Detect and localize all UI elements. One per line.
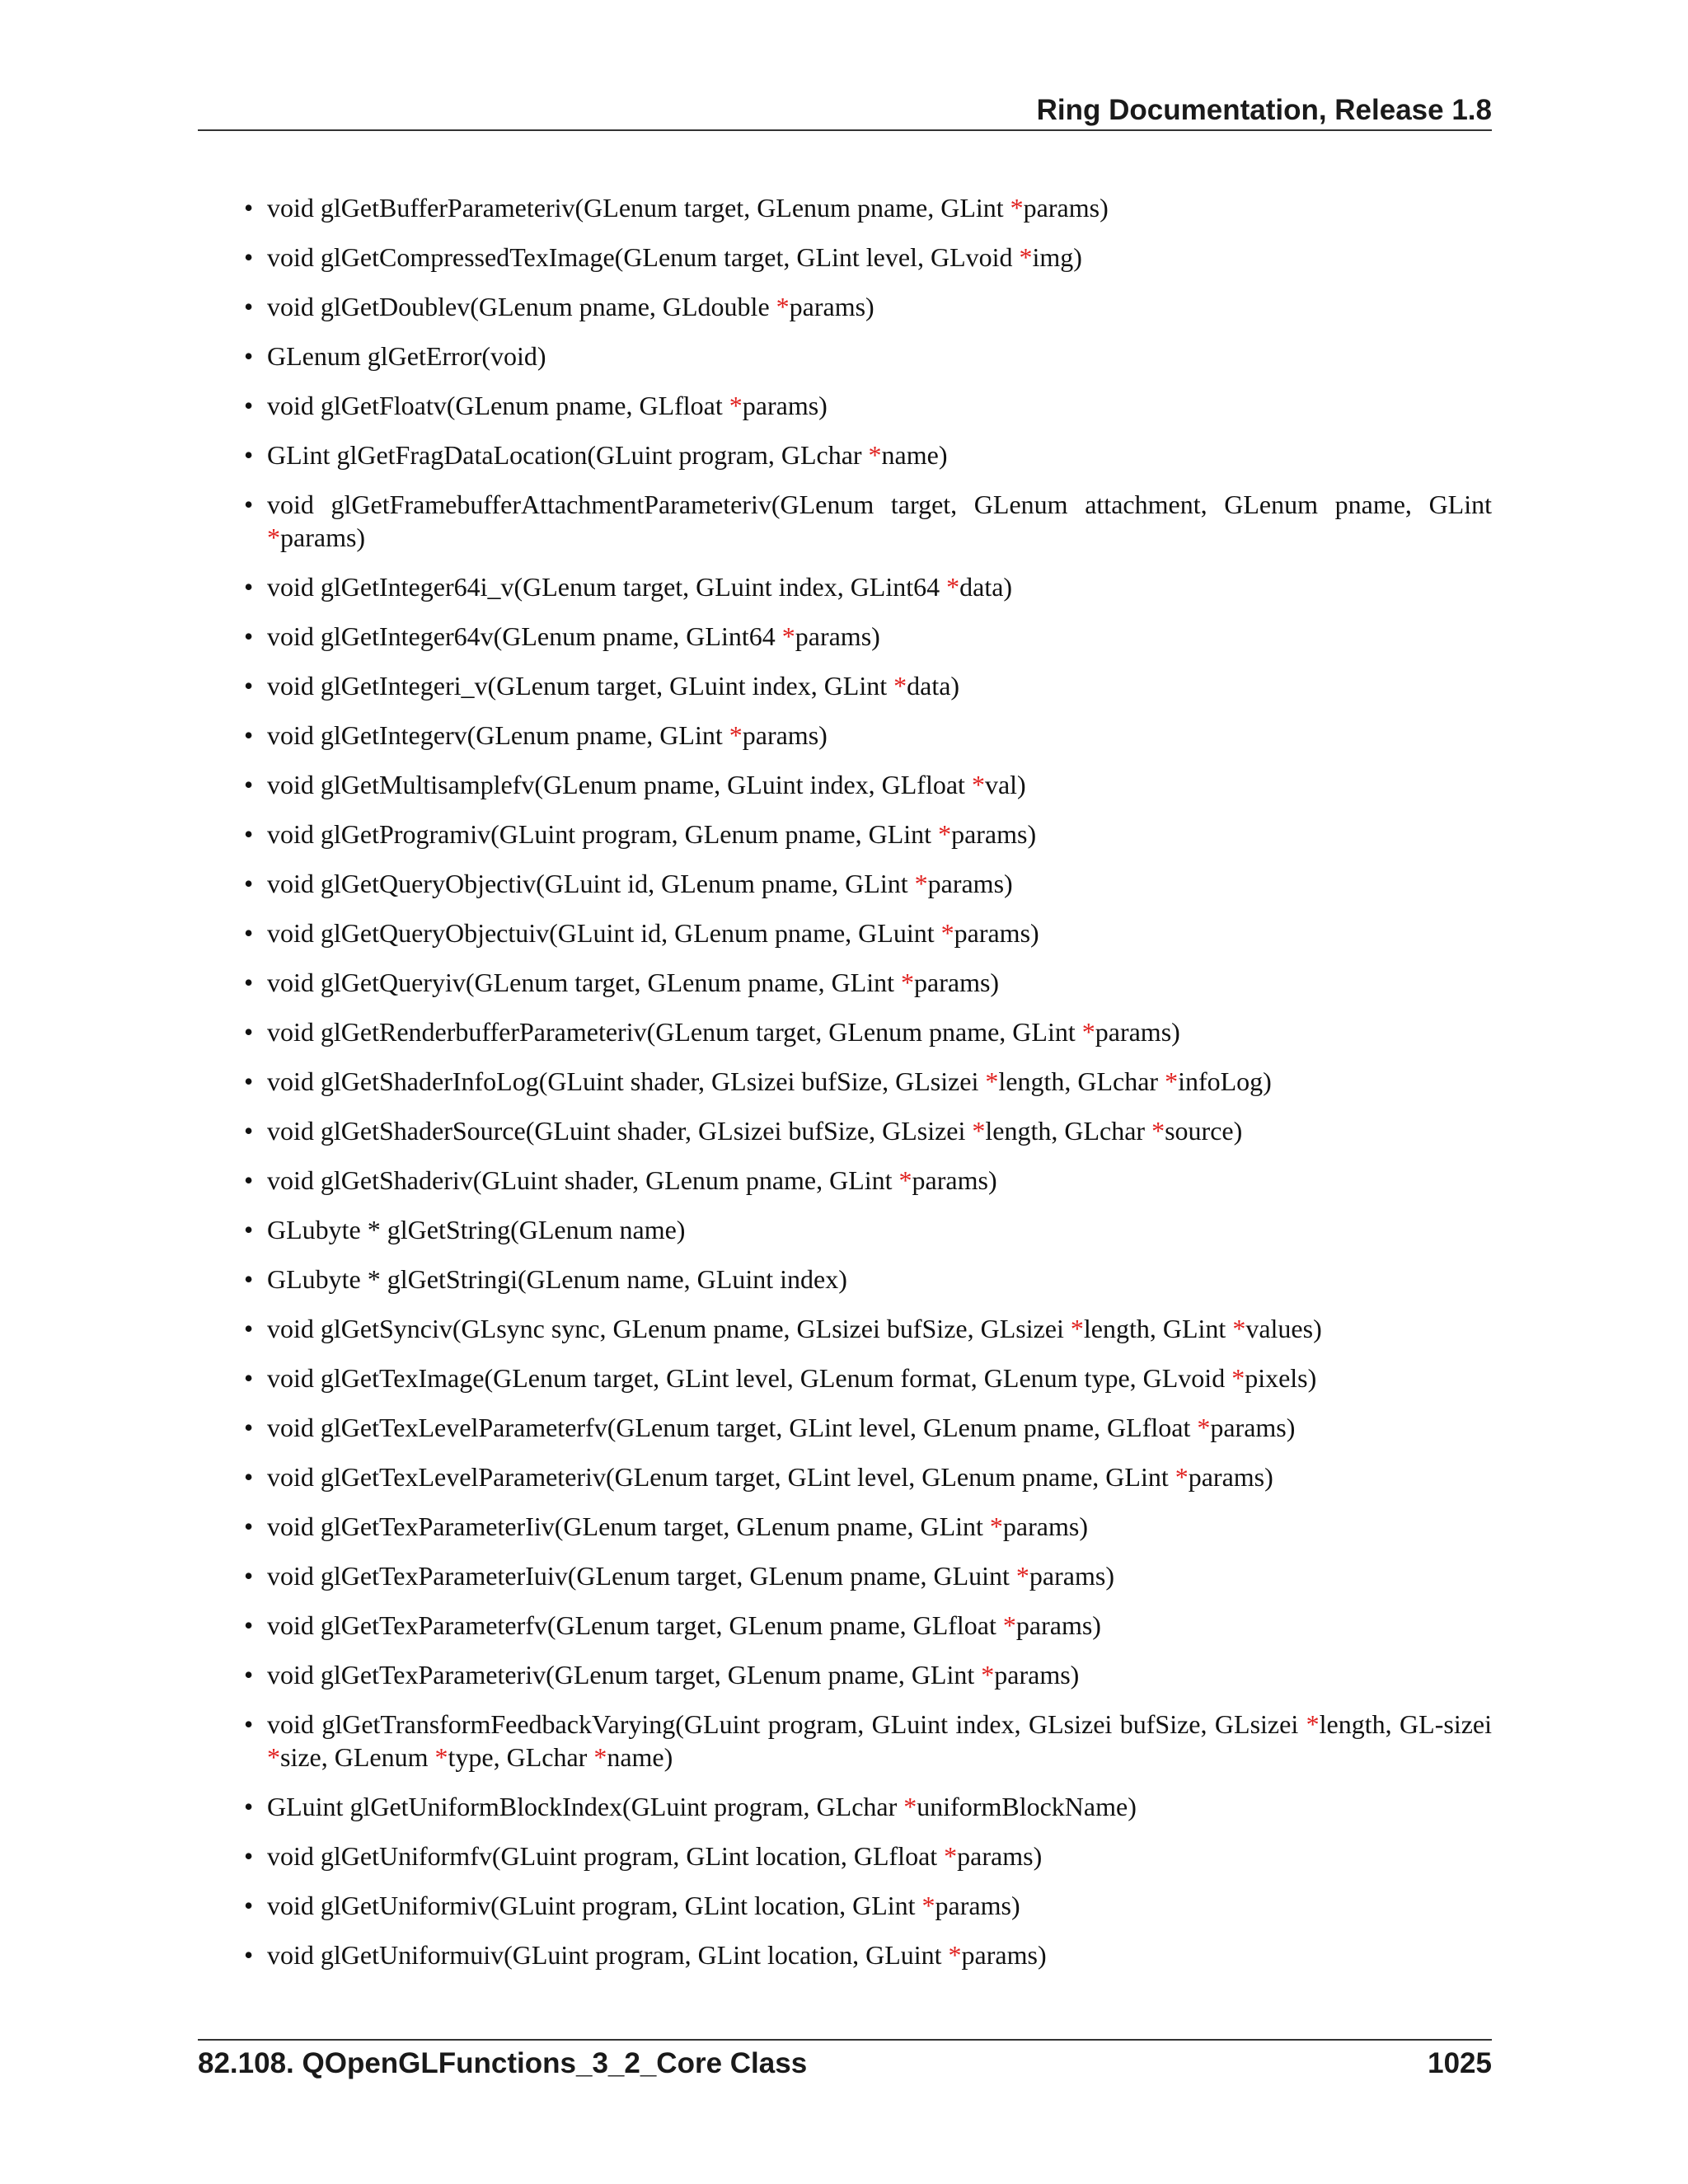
bullet-icon: • [244,292,254,321]
signature-text: void glGetIntegeri_v(GLenum target, GLuint index, GLint [267,671,894,701]
signature-text: params) [742,391,828,420]
signature-text: params) [927,869,1013,898]
signature-text: void glGetShaderiv(GLuint shader, GLenum pname, GLint [267,1165,899,1195]
signature-text: uniformBlockName) [917,1792,1137,1821]
running-footer [198,2044,1492,2083]
bullet-icon: • [244,621,254,651]
signature-text: params) [1029,1561,1114,1591]
pointer-asterisk: * [972,1116,986,1146]
bullet-icon: • [244,1413,254,1442]
pointer-asterisk: * [776,292,790,321]
list-item [198,1361,1492,1394]
signature-text: infoLog) [1178,1066,1272,1096]
bullet-icon: • [244,1116,254,1146]
list-item [198,290,1492,323]
list-item [198,438,1492,471]
signature-text: void glGetIntegerv(GLenum pname, GLint [267,720,729,750]
signature-text: void glGetUniformuiv(GLuint program, GLint location, GLuint [267,1940,949,1970]
list-item [198,966,1492,999]
signature-text: void glGetMultisamplefv(GLenum pname, GLuint index, GLfloat [267,770,972,799]
pointer-asterisk: * [989,1511,1003,1541]
pointer-asterisk: * [1019,242,1033,272]
signature-text: void glGetQueryObjectuiv(GLuint id, GLenum pname, GLuint [267,918,941,948]
signature-text: params) [742,720,828,750]
signature-text: params) [1188,1462,1273,1492]
pointer-asterisk: * [1231,1363,1245,1393]
signature-text: params) [1023,193,1109,223]
signature-text: void glGetTexParameterIiv(GLenum target, GLenum pname, GLint [267,1511,990,1541]
pointer-asterisk: * [946,572,960,602]
signature-text: GLubyte * glGetStringi(GLenum name, GLuint index) [267,1264,847,1294]
list-item [198,768,1492,801]
bullet-icon: • [244,1462,254,1492]
signature-text: void glGetTexParameterIuiv(GLenum target, GLenum pname, GLuint [267,1561,1016,1591]
signature-text: void glGetTransformFeedbackVarying(GLuint program, GLuint index, GLsizei bufSize, GLsizei [267,1709,1306,1739]
list-item [198,719,1492,752]
signature-text: name) [881,440,948,470]
bullet-icon: • [244,1841,254,1871]
list-item [198,867,1492,900]
signature-text: params) [935,1891,1020,1920]
signature-text: void glGetProgramiv(GLuint program, GLenum pname, GLint [267,819,939,849]
bullet-icon: • [244,1066,254,1096]
signature-text: type, GLchar [448,1742,594,1772]
signature-text: length, GLint [1083,1314,1233,1343]
signature-text: length, GLchar [998,1066,1165,1096]
list-item [198,1790,1492,1823]
bullet-icon: • [244,242,254,272]
signature-text: name) [607,1742,673,1772]
signature-text: params) [957,1841,1043,1871]
signature-text: params) [961,1940,1047,1970]
bullet-icon: • [244,1264,254,1294]
bullet-icon: • [244,1660,254,1690]
signature-text: void glGetShaderSource(GLuint shader, GLsizei bufSize, GLsizei [267,1116,973,1146]
pointer-asterisk: * [1165,1066,1179,1096]
pointer-asterisk: * [1010,193,1024,223]
pointer-asterisk: * [948,1940,962,1970]
pointer-asterisk: * [1232,1314,1246,1343]
signature-text: size, GLenum [280,1742,435,1772]
list-item [198,241,1492,274]
pointer-asterisk: * [971,770,985,799]
bullet-icon: • [244,341,254,371]
bullet-icon: • [244,1792,254,1821]
bullet-icon: • [244,819,254,849]
pointer-asterisk: * [1070,1314,1084,1343]
signature-text: GLint glGetFragDataLocation(GLuint program, GLchar [267,440,869,470]
list-item [198,488,1492,554]
signature-text: params) [951,819,1037,849]
footer-divider [198,2039,1492,2041]
signature-text: void glGetFloatv(GLenum pname, GLfloat [267,391,729,420]
pointer-asterisk: * [981,1660,995,1690]
bullet-icon: • [244,1940,254,1970]
signature-text: void glGetBufferParameteriv(GLenum target, GLenum pname, GLint [267,193,1010,223]
signature-text: void glGetFramebufferAttachmentParameteriv(GLenum target, GLenum attachment, GLenum pname, GLint [267,490,1492,519]
footer-page-number: 1025 [1428,2047,1492,2079]
bullet-icon: • [244,572,254,602]
list-item [198,389,1492,422]
bullet-icon: • [244,1511,254,1541]
pointer-asterisk: * [1197,1413,1211,1442]
list-item [198,1065,1492,1098]
signature-text: void glGetInteger64v(GLenum pname, GLint64 [267,621,782,651]
function-signature-list [198,191,1492,1988]
bullet-icon: • [244,720,254,750]
list-item [198,1460,1492,1493]
pointer-asterisk: * [1151,1116,1165,1146]
signature-text: GLuint glGetUniformBlockIndex(GLuint program, GLchar [267,1792,904,1821]
signature-text: params) [789,292,874,321]
signature-text: GLubyte * glGetString(GLenum name) [267,1215,686,1244]
pointer-asterisk: * [1081,1017,1095,1047]
pointer-asterisk: * [434,1742,448,1772]
signature-text: data) [959,572,1013,602]
signature-text: params) [280,523,366,552]
signature-text: params) [1015,1610,1101,1640]
list-item [198,669,1492,702]
running-header: Ring Documentation, Release 1.8 [1036,94,1492,126]
bullet-icon: • [244,193,254,223]
list-item [198,818,1492,851]
bullet-icon: • [244,1891,254,1920]
pointer-asterisk: * [944,1841,958,1871]
list-item [198,1213,1492,1246]
signature-text: void glGetTexParameteriv(GLenum target, GLenum pname, GLint [267,1660,982,1690]
signature-text: values) [1245,1314,1322,1343]
bullet-icon: • [244,1610,254,1640]
list-item [198,1164,1492,1197]
footer-section-title: 82.108. QOpenGLFunctions_3_2_Core Class [198,2047,808,2079]
list-item [198,1559,1492,1592]
list-item [198,620,1492,653]
signature-text: params) [1210,1413,1296,1442]
signature-text: void glGetQueryiv(GLenum target, GLenum pname, GLint [267,968,901,997]
pointer-asterisk: * [1175,1462,1189,1492]
signature-text: img) [1032,242,1082,272]
bullet-icon: • [244,1017,254,1047]
bullet-icon: • [244,1363,254,1393]
bullet-icon: • [244,1709,254,1739]
bullet-icon: • [244,391,254,420]
pointer-asterisk: * [729,391,743,420]
signature-text: params) [795,621,880,651]
signature-text: source) [1165,1116,1243,1146]
list-item [198,1609,1492,1642]
pointer-asterisk: * [593,1742,607,1772]
signature-text: void glGetCompressedTexImage(GLenum target, GLint level, GLvoid [267,242,1020,272]
signature-text: void glGetSynciv(GLsync sync, GLenum pname, GLsizei bufSize, GLsizei [267,1314,1071,1343]
signature-text: length, GL-sizei [1319,1709,1493,1739]
bullet-icon: • [244,440,254,470]
bullet-icon: • [244,671,254,701]
bullet-icon: • [244,770,254,799]
signature-text: val) [984,770,1026,799]
list-item [198,1708,1492,1774]
list-item [198,191,1492,224]
list-item [198,1840,1492,1872]
pointer-asterisk: * [914,869,928,898]
signature-text: params) [1002,1511,1088,1541]
signature-text: params) [1095,1017,1180,1047]
signature-text: params) [954,918,1039,948]
bullet-icon: • [244,1561,254,1591]
pointer-asterisk: * [1002,1610,1016,1640]
list-item [198,1312,1492,1345]
list-item [198,1658,1492,1691]
signature-text: void glGetUniformiv(GLuint program, GLint location, GLint [267,1891,922,1920]
signature-text: void glGetQueryObjectiv(GLuint id, GLenum pname, GLint [267,869,915,898]
list-item [198,1938,1492,1971]
list-item [198,1411,1492,1444]
bullet-icon: • [244,490,254,519]
signature-text: length, GLchar [985,1116,1152,1146]
pointer-asterisk: * [921,1891,935,1920]
signature-text: pixels) [1245,1363,1317,1393]
bullet-icon: • [244,1215,254,1244]
signature-text: void glGetDoublev(GLenum pname, GLdouble [267,292,776,321]
bullet-icon: • [244,1314,254,1343]
list-item [198,1889,1492,1922]
bullet-icon: • [244,869,254,898]
bullet-icon: • [244,1165,254,1195]
pointer-asterisk: * [729,720,743,750]
pointer-asterisk: * [985,1066,999,1096]
pointer-asterisk: * [868,440,882,470]
list-item [198,340,1492,373]
signature-text: params) [912,1165,997,1195]
list-item [198,916,1492,949]
pointer-asterisk: * [903,1792,917,1821]
bullet-icon: • [244,918,254,948]
pointer-asterisk: * [1306,1709,1320,1739]
signature-text: void glGetTexLevelParameteriv(GLenum target, GLint level, GLenum pname, GLint [267,1462,1175,1492]
list-item [198,1114,1492,1147]
list-item [198,570,1492,603]
pointer-asterisk: * [267,523,280,552]
pointer-asterisk: * [1015,1561,1029,1591]
list-item [198,1015,1492,1048]
bullet-icon: • [244,968,254,997]
signature-text: void glGetUniformfv(GLuint program, GLint location, GLfloat [267,1841,945,1871]
signature-text: void glGetTexParameterfv(GLenum target, GLenum pname, GLfloat [267,1610,1003,1640]
pointer-asterisk: * [940,918,954,948]
pointer-asterisk: * [893,671,907,701]
signature-text: params) [994,1660,1080,1690]
signature-text: GLenum glGetError(void) [267,341,546,371]
pointer-asterisk: * [898,1165,912,1195]
list-item [198,1263,1492,1296]
signature-text: data) [907,671,960,701]
signature-text: void glGetTexLevelParameterfv(GLenum target, GLint level, GLenum pname, GLfloat [267,1413,1198,1442]
signature-text: void glGetInteger64i_v(GLenum target, GLuint index, GLint64 [267,572,947,602]
list-item [198,1510,1492,1543]
pointer-asterisk: * [938,819,952,849]
pointer-asterisk: * [781,621,795,651]
pointer-asterisk: * [267,1742,280,1772]
signature-text: params) [914,968,1000,997]
pointer-asterisk: * [901,968,914,997]
signature-text: void glGetShaderInfoLog(GLuint shader, GLsizei bufSize, GLsizei [267,1066,986,1096]
signature-text: void glGetRenderbufferParameteriv(GLenum target, GLenum pname, GLint [267,1017,1082,1047]
header-divider [198,129,1492,131]
signature-text: void glGetTexImage(GLenum target, GLint level, GLenum format, GLenum type, GLvoid [267,1363,1232,1393]
